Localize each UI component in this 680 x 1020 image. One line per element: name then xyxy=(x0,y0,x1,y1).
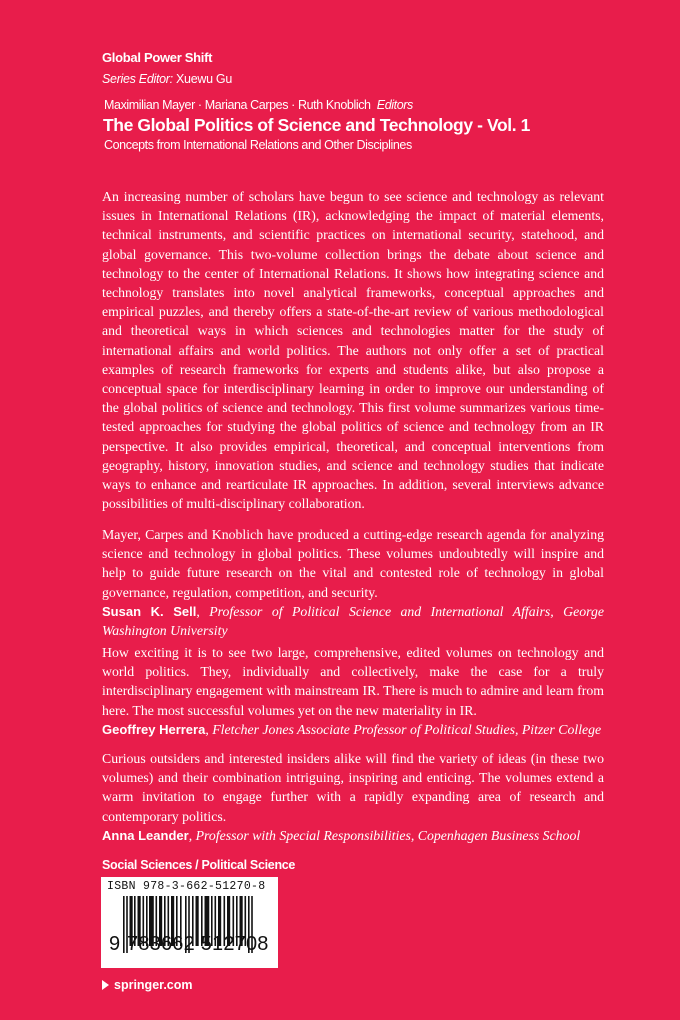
reviewer-role: Fletcher Jones Associate Professor of Political Studies, Pitzer College xyxy=(212,721,602,737)
reviewer-role: Professor with Special Responsibilities, Copenhagen Business School xyxy=(195,827,581,843)
reviewer-name: Susan K. Sell xyxy=(102,603,197,619)
series-editor-name: Xuewu Gu xyxy=(172,72,232,86)
book-title: The Global Politics of Science and Technology - Vol. 1 xyxy=(103,115,530,135)
review-2: How exciting it is to see two large, comprehensive, edited volumes on technology and world politics. They, individually and collectively, make the case for a truly interdisciplinary engagement with mainstream IR. There is much to admire and learn from here. The most successful volumes yet on the new materiality in IR. Geoffrey Herrera, Fletcher Jones Associate Professor of Political Studies, Pitzer College xyxy=(102,645,604,737)
isbn-barcode xyxy=(101,877,278,968)
book-description: An increasing number of scholars have begun to see science and technology as relevant issues in International Relations (IR), acknowledging the impact of material elements, technical instruments, and scientific practices on international security, statehood, and global governance. This two-volume collection brings the debate about science and technology to the center of International Relations. It shows how integrating science and technology translates into novel analytical frameworks, conceptual approaches and empirical puzzles, and thereby offers a state-of-the-art review of various methodological and theoretical ways in which sciences and technologies matter for the study of international affairs and world politics. The authors not only offer a set of practical examples of research frameworks for experts and students alike, but also propose a conceptual space for interdisciplinary learning in order to improve our understanding of the global politics of science and technology. This first volume summarizes various time-tested approaches for studying the global politics of science and technology from an IR perspective. It also provides empirical, theoretical, and conceptual interventions from geography, history, innovation studies, and science and technology studies that indicate ways to enhance and rearticulate IR approaches. In addition, several interviews advance possibilities of multi-disciplinary collaboration. xyxy=(102,189,604,512)
book-subtitle: Concepts from International Relations and Other Disciplines xyxy=(104,138,412,152)
reviewer-role: Professor of Political Science and International Affairs, George Washington University xyxy=(102,603,604,639)
review-1: Mayer, Carpes and Knoblich have produced a cutting-edge research agenda for analyzing science and technology in global politics. These volumes undoubtedly will inspire and help to guide future research on the vital and contested role of technology in global governance, regulation, competition, and security. Susan K. Sell, Professor of Political Science and International Affairs, George Washington University xyxy=(102,527,604,639)
editors-label: Editors xyxy=(376,98,413,112)
series-editor-label: Series Editor: xyxy=(102,72,173,86)
editor-names: Maximilian Mayer · Mariana Carpes · Ruth Knoblich xyxy=(104,98,371,112)
reviewer-name: Geoffrey Herrera xyxy=(102,721,206,737)
arrow-right-icon xyxy=(102,980,109,990)
publisher-link[interactable] xyxy=(102,978,193,992)
subject-category: Social Sciences / Political Science xyxy=(102,858,296,872)
publisher-url[interactable]: springer.com xyxy=(114,978,193,992)
book-editors xyxy=(104,98,413,112)
review-text: How exciting it is to see two large, comprehensive, edited volumes on technology and world politics. They, individually and collectively, make the case for a truly interdisciplinary engagement with mainstream IR. There is much to admire and learn from here. The most successful volumes yet on the new materiality in IR. xyxy=(102,645,604,718)
ean-digits: 9 783662 512708 xyxy=(109,933,269,955)
series-editor xyxy=(102,72,232,86)
review-3: Curious outsiders and interested insiders alike will find the variety of ideas (in these two volumes) and their combination intriguing, inspiring and enticing. The volumes extend a warm invitation to engage further with a rapidly expanding area of research and contemporary politics. Anna Leander, Professor with Special Responsibilities, Copenhagen Business School xyxy=(102,751,604,843)
review-text: Curious outsiders and interested insiders alike will find the variety of ideas (in these two volumes) and their combination intriguing, inspiring and enticing. The volumes extend a warm invitation to engage further with a rapidly expanding area of research and contemporary politics. xyxy=(102,751,604,824)
isbn-label: ISBN 978-3-662-51270-8 xyxy=(107,880,266,893)
series-title: Global Power Shift xyxy=(102,50,213,65)
reviewer-name: Anna Leander xyxy=(102,827,189,843)
review-text: Mayer, Carpes and Knoblich have produced a cutting-edge research agenda for analyzing science and technology in global politics. These volumes undoubtedly will inspire and help to guide future research on the vital and contested role of technology in global governance, regulation, competition, and security. xyxy=(102,527,604,600)
